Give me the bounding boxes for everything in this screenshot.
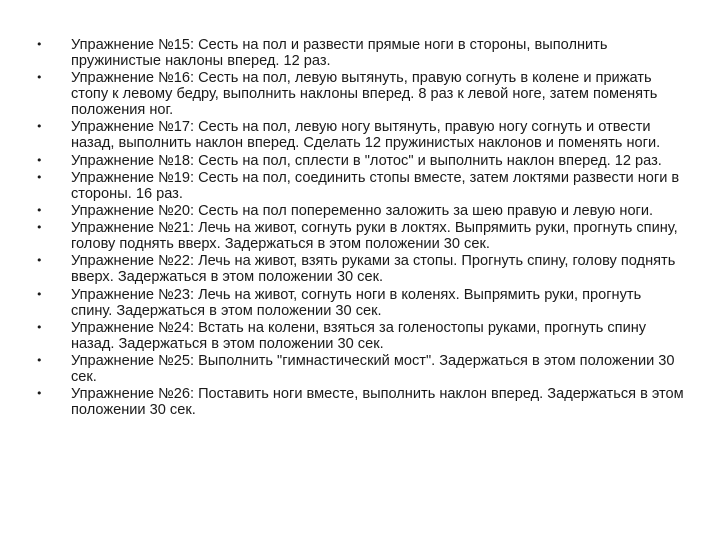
bullet-icon: • [36,287,43,301]
bullet-icon: • [36,120,43,134]
list-item [36,37,686,69]
list-item [36,353,686,385]
exercise-text: Упражнение №20: Сесть на пол попеременно заложить за шею правую и левую ноги. [71,202,654,219]
list-item [36,287,686,319]
exercise-text: Упражнение №18: Сесть на пол, сплести в "лотос" и выполнить наклон вперед. 12 раз. [71,152,662,169]
list-item [36,203,686,219]
bullet-icon: • [36,71,43,85]
exercise-text: Упражнение №22: Лечь на живот, взять руками за стопы. Прогнуть спину, голову поднять вверх. Задержаться в этом положении 30 сек. [71,253,676,286]
bullet-icon: • [36,170,43,184]
exercise-text: Упражнение №24: Встать на колени, взяться за голеностопы руками, прогнуть спину назад. Задержаться в этом положении 30 сек. [71,319,647,352]
exercise-list [36,37,686,419]
bullet-icon: • [36,320,43,334]
exercise-text: Упражнение №25: Выполнить "гимнастический мост". Задержаться в этом положении 30 сек. [71,352,675,385]
bullet-icon: • [36,353,43,367]
bullet-icon: • [36,38,43,51]
exercise-text: Упражнение №17: Сесть на пол, левую ногу вытянуть, правую ногу согнуть и отвести назад, выполнить наклон вперед. Сделать 12 пружинистых наклонов и поменять ноги. [71,119,661,152]
bullet-icon: • [36,254,43,268]
list-item [36,170,686,202]
exercise-text: Упражнение №21: Лечь на живот, согнуть руки в локтях. Выпрямить руки, прогнуть спину, голову поднять вверх. Задержаться в этом положении 30 сек. [71,220,678,253]
list-item [36,119,686,151]
list-item [36,320,686,352]
list-item [36,70,686,118]
list-item [36,220,686,252]
bullet-icon: • [36,387,43,401]
exercise-text: Упражнение №19: Сесть на пол, соединить стопы вместе, затем локтями развести ноги в стороны. 16 раз. [71,169,680,202]
exercise-text: Упражнение №23: Лечь на живот, согнуть ноги в коленях. Выпрямить руки, прогнуть спину. Задержаться в этом положении 30 сек. [71,286,642,319]
list-item [36,386,686,418]
list-item [36,153,686,169]
bullet-icon: • [36,203,43,217]
exercise-text: Упражнение №16: Сесть на пол, левую вытянуть, правую согнуть в колене и прижать стопу к левому бедру, выполнить наклоны вперед. 8 раз к левой ноге, затем поменять положения ног. [71,70,658,119]
exercise-text: Упражнение №26: Поставить ноги вместе, выполнить наклон вперед. Задержаться в этом положении 30 сек. [71,386,684,419]
exercise-text: Упражнение №15: Сесть на пол и развести прямые ноги в стороны, выполнить пружинистые наклоны вперед. 12 раз. [71,37,608,69]
list-item [36,253,686,285]
bullet-icon: • [36,221,43,235]
bullet-icon: • [36,153,43,167]
